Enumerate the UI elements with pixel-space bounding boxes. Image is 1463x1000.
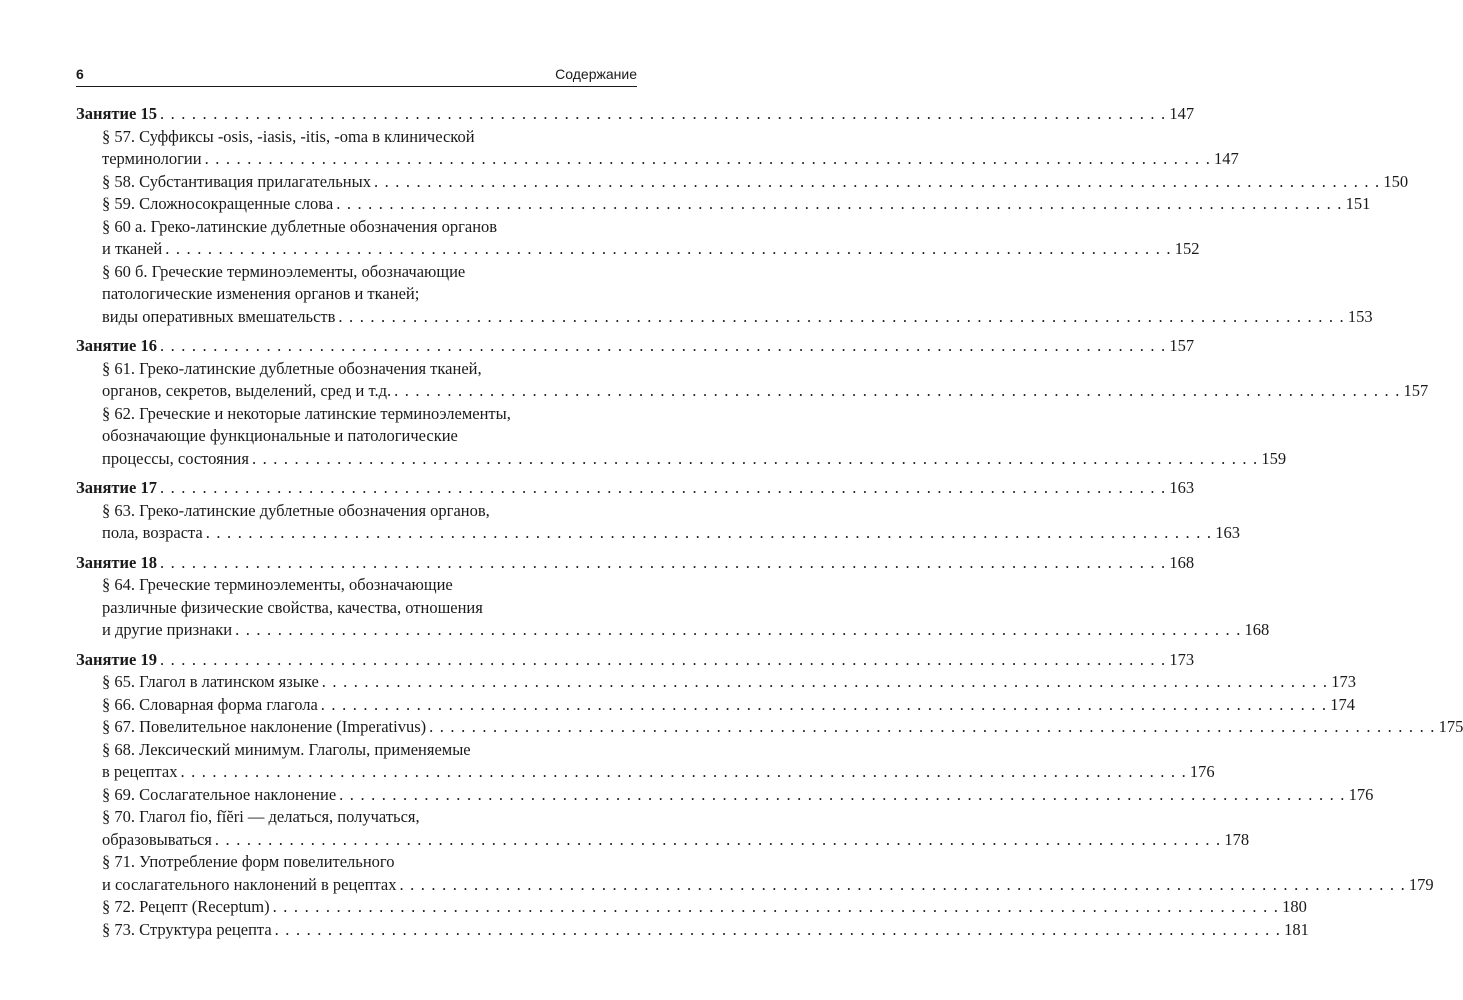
toc-entry (76, 919, 1309, 942)
toc-entry (76, 694, 1355, 717)
dot-leader: . . . . . . . . . . . . . . . . . . . . . . . . . . . . . . . . . . . . . . . . . . . . . . . . . . . . . . . . . . . . . . . . . . . . . . . . . . . . . . . . . . . . . . . . . . . . . . . (204, 149, 1212, 168)
dot-leader: . . . . . . . . . . . . . . . . . . . . . . . . . . . . . . . . . . . . . . . . . . . . . . . . . . . . . . . . . . . . . . . . . . . . . . . . . . . . . . . . . . . . . . . . . . . . . . . (165, 239, 1172, 258)
toc-entry-text: и сослагательного наклонений в рецептах (102, 874, 397, 894)
page-ref: 174 (1330, 694, 1355, 714)
dot-leader: . . . . . . . . . . . . . . . . . . . . . . . . . . . . . . . . . . . . . . . . . . . . . . . . . . . . . . . . . . . . . . . . . . . . . . . . . . . . . . . . . . . . . . . . . . . . . . . (159, 649, 1167, 669)
page-ref: 168 (1244, 620, 1270, 639)
toc-entry (76, 716, 1463, 739)
toc-entry-text: органов, секретов, выделений, сред и т.д. (102, 381, 392, 400)
page-ref: 175 (1438, 717, 1463, 736)
toc-entry-text: § 60 б. Греческие терминоэлементы, обозначающие (102, 261, 466, 281)
dot-leader: . . . . . . . . . . . . . . . . . . . . . . . . . . . . . . . . . . . . . . . . . . . . . . . . . . . . . . . . . . . . . . . . . . . . . . . . . . . . . . . . . . . . . . . . . . . . . . . (373, 171, 1381, 191)
page-ref: 152 (1174, 239, 1200, 258)
page-ref: 176 (1348, 784, 1374, 804)
toc-entry-last-line (102, 896, 1307, 919)
dot-leader: . . . . . . . . . . . . . . . . . . . . . . . . . . . . . . . . . . . . . . . . . . . . . . . . . . . . . . . . . . . . . . . . . . . . . . . . . . . . . . . . . . . . . . . . . . . . . . . (159, 552, 1167, 572)
lesson-heading-row (76, 103, 1195, 126)
page-ref: 173 (1331, 672, 1356, 691)
toc-entry-text: § 70. Глагол fio, fĭĕri — делаться, получаться, (102, 807, 420, 826)
lesson-section (76, 552, 1270, 642)
toc-entry-text: § 67. Повелительное наклонение (Imperativus) (102, 717, 427, 736)
table-of-contents (76, 103, 1463, 948)
lesson-title: Занятие 15 (76, 104, 157, 123)
page-ref: 168 (1169, 552, 1195, 572)
dot-leader: . . . . . . . . . . . . . . . . . . . . . . . . . . . . . . . . . . . . . . . . . . . . . . . . . . . . . . . . . . . . . . . . . . . . . . . . . . . . . . . . . . . . . . . . . . . . . . . (429, 717, 1436, 736)
toc-entry (76, 216, 1200, 261)
toc-entry-last-line (102, 238, 1200, 261)
lesson-section (76, 103, 1409, 328)
toc-entry (76, 126, 1239, 171)
dot-leader: . . . . . . . . . . . . . . . . . . . . . . . . . . . . . . . . . . . . . . . . . . . . . . . . . . . . . . . . . . . . . . . . . . . . . . . . . . . . . . . . . . . . . . . . . . . . . . . (214, 829, 1222, 849)
dot-leader: . . . . . . . . . . . . . . . . . . . . . . . . . . . . . . . . . . . . . . . . . . . . . . . . . . . . . . . . . . . . . . . . . . . . . . . . . . . . . . . . . . . . . . . . . . . . . . . (251, 448, 1259, 468)
toc-entry-text: § 64. Греческие терминоэлементы, обозначающие (102, 575, 453, 594)
page-ref: 181 (1284, 919, 1309, 939)
page-ref: 147 (1214, 149, 1239, 168)
page-ref: 153 (1347, 306, 1373, 326)
toc-entry-last-line (102, 784, 1374, 807)
toc-entry-text: виды оперативных вмешательств (102, 306, 336, 326)
toc-entry-text: терминологии (102, 149, 202, 168)
dot-leader: . . . . . . . . . . . . . . . . . . . . . . . . . . . . . . . . . . . . . . . . . . . . . . . . . . . . . . . . . . . . . . . . . . . . . . . . . . . . . . . . . . . . . . . . . . . . . . . (336, 194, 1343, 213)
dot-leader: . . . . . . . . . . . . . . . . . . . . . . . . . . . . . . . . . . . . . . . . . . . . . . . . . . . . . . . . . . . . . . . . . . . . . . . . . . . . . . . . . . . . . . . . . . . . . . . (321, 672, 1329, 691)
toc-entry-last-line (102, 694, 1355, 717)
toc-entry-text: обозначающие функциональные и патологические (102, 426, 458, 445)
toc-entry (76, 851, 1434, 896)
page-ref: 157 (1403, 381, 1429, 400)
lesson-title: Занятие 19 (76, 649, 157, 669)
toc-entry (76, 784, 1374, 807)
lesson-title: Занятие 16 (76, 336, 157, 355)
toc-entry-text: и тканей (102, 239, 163, 258)
toc-entry (76, 739, 1215, 784)
toc-entry-text: пола, возраста (102, 523, 203, 542)
page-number: 6 (76, 66, 84, 82)
page-ref: 150 (1383, 171, 1409, 191)
toc-entry-text: процессы, состояния (102, 448, 249, 468)
lesson-heading-row (76, 335, 1195, 358)
section-title: Содержание (555, 66, 637, 82)
toc-entry-text: § 66. Словарная форма глагола (102, 694, 318, 714)
toc-entry (76, 500, 1240, 545)
page-ref: 163 (1215, 523, 1240, 542)
toc-entry-last-line (102, 619, 1270, 642)
toc-entry-last-line (102, 448, 1287, 471)
page-ref: 180 (1282, 897, 1307, 916)
toc-entry-last-line (102, 380, 1429, 403)
toc-entry-text: патологические изменения органов и тканей; (102, 284, 420, 303)
toc-entry (76, 806, 1250, 851)
toc-entry-last-line (102, 919, 1309, 942)
toc-entry-last-line (102, 874, 1434, 897)
dot-leader: . . . . . . . . . . . . . . . . . . . . . . . . . . . . . . . . . . . . . . . . . . . . . . . . . . . . . . . . . . . . . . . . . . . . . . . . . . . . . . . . . . . . . . . . . . . . . . . (274, 919, 1282, 939)
toc-entry-text: § 71. Употребление форм повелительного (102, 852, 395, 871)
lesson-section (76, 477, 1240, 545)
dot-leader: . . . . . . . . . . . . . . . . . . . . . . . . . . . . . . . . . . . . . . . . . . . . . . . . . . . . . . . . . . . . . . . . . . . . . . . . . . . . . . . . . . . . . . . . . . . . . . . (320, 694, 1328, 714)
page-ref: 178 (1224, 829, 1250, 849)
lesson-heading-row (76, 477, 1195, 500)
toc-entry (76, 671, 1356, 694)
toc-entry-text: и другие признаки (102, 620, 233, 639)
dot-leader: . . . . . . . . . . . . . . . . . . . . . . . . . . . . . . . . . . . . . . . . . . . . . . . . . . . . . . . . . . . . . . . . . . . . . . . . . . . . . . . . . . . . . . . . . . . . . . . (180, 762, 1187, 781)
toc-entry-text: § 57. Суффиксы -osis, -iasis, -itis, -oma в клинической (102, 126, 475, 146)
dot-leader: . . . . . . . . . . . . . . . . . . . . . . . . . . . . . . . . . . . . . . . . . . . . . . . . . . . . . . . . . . . . . . . . . . . . . . . . . . . . . . . . . . . . . . . . . . . . . . . (159, 336, 1167, 355)
toc-entry-last-line (102, 193, 1371, 216)
toc-entry (76, 171, 1409, 194)
page-ref: 163 (1169, 478, 1195, 497)
dot-leader: . . . . . . . . . . . . . . . . . . . . . . . . . . . . . . . . . . . . . . . . . . . . . . . . . . . . . . . . . . . . . . . . . . . . . . . . . . . . . . . . . . . . . . . . . . . . . . . (394, 381, 1401, 400)
toc-entry (76, 193, 1371, 216)
toc-entry-text: § 69. Сослагательное наклонение (102, 784, 337, 804)
toc-entry-last-line (102, 716, 1463, 739)
toc-entry-last-line (102, 829, 1250, 852)
lesson-section (76, 335, 1429, 470)
toc-entry-text: различные физические свойства, качества, отношения (102, 597, 483, 617)
toc-entry-text: § 73. Структура рецепта (102, 919, 272, 939)
page-ref: 179 (1408, 874, 1434, 894)
toc-entry-last-line (102, 522, 1240, 545)
dot-leader: . . . . . . . . . . . . . . . . . . . . . . . . . . . . . . . . . . . . . . . . . . . . . . . . . . . . . . . . . . . . . . . . . . . . . . . . . . . . . . . . . . . . . . . . . . . . . . . (159, 478, 1167, 497)
toc-entry-text: § 59. Сложносокращенные слова (102, 194, 334, 213)
toc-entry-text: § 65. Глагол в латинском языке (102, 672, 319, 691)
toc-entry (76, 403, 1287, 471)
toc-entry-text: § 68. Лексический минимум. Глаголы, применяемые (102, 739, 471, 759)
toc-entry-text: § 72. Рецепт (Receptum) (102, 897, 270, 916)
page-ref: 173 (1169, 649, 1195, 669)
toc-entry-text: § 58. Субстантивация прилагательных (102, 171, 371, 191)
lesson-title: Занятие 17 (76, 478, 157, 497)
toc-entry-last-line (102, 761, 1215, 784)
toc-entry-text: § 62. Греческие и некоторые латинские терминоэлементы, (102, 403, 511, 423)
toc-entry (76, 358, 1429, 403)
page-ref: 147 (1169, 104, 1195, 123)
toc-entry (76, 261, 1373, 329)
toc-entry (76, 896, 1307, 919)
toc-entry-last-line (102, 148, 1239, 171)
page-ref: 157 (1169, 336, 1195, 355)
dot-leader: . . . . . . . . . . . . . . . . . . . . . . . . . . . . . . . . . . . . . . . . . . . . . . . . . . . . . . . . . . . . . . . . . . . . . . . . . . . . . . . . . . . . . . . . . . . . . . . (159, 104, 1167, 123)
lesson-heading-row (76, 649, 1195, 672)
toc-entry-text: § 63. Греко-латинские дублетные обозначения органов, (102, 500, 490, 520)
toc-entry-last-line (102, 306, 1373, 329)
toc-entry (76, 574, 1270, 642)
lesson-title: Занятие 18 (76, 552, 157, 572)
dot-leader: . . . . . . . . . . . . . . . . . . . . . . . . . . . . . . . . . . . . . . . . . . . . . . . . . . . . . . . . . . . . . . . . . . . . . . . . . . . . . . . . . . . . . . . . . . . . . . . (339, 784, 1346, 804)
dot-leader: . . . . . . . . . . . . . . . . . . . . . . . . . . . . . . . . . . . . . . . . . . . . . . . . . . . . . . . . . . . . . . . . . . . . . . . . . . . . . . . . . . . . . . . . . . . . . . . (272, 897, 1280, 916)
toc-entry-text: образовываться (102, 829, 212, 849)
dot-leader: . . . . . . . . . . . . . . . . . . . . . . . . . . . . . . . . . . . . . . . . . . . . . . . . . . . . . . . . . . . . . . . . . . . . . . . . . . . . . . . . . . . . . . . . . . . . . . . (399, 874, 1406, 894)
page-ref: 159 (1261, 448, 1287, 468)
toc-entry-text: § 60 а. Греко-латинские дублетные обозначения органов (102, 216, 498, 236)
lesson-heading-row (76, 552, 1195, 575)
toc-entry-last-line (102, 671, 1356, 694)
page-ref: 176 (1189, 762, 1215, 781)
toc-entry-text: в рецептах (102, 762, 178, 781)
running-header (76, 64, 637, 87)
dot-leader: . . . . . . . . . . . . . . . . . . . . . . . . . . . . . . . . . . . . . . . . . . . . . . . . . . . . . . . . . . . . . . . . . . . . . . . . . . . . . . . . . . . . . . . . . . . . . . . (338, 306, 1345, 326)
toc-entry-last-line (102, 171, 1409, 194)
lesson-section (76, 649, 1463, 942)
dot-leader: . . . . . . . . . . . . . . . . . . . . . . . . . . . . . . . . . . . . . . . . . . . . . . . . . . . . . . . . . . . . . . . . . . . . . . . . . . . . . . . . . . . . . . . . . . . . . . . (235, 620, 1242, 639)
page-ref: 151 (1345, 194, 1371, 213)
dot-leader: . . . . . . . . . . . . . . . . . . . . . . . . . . . . . . . . . . . . . . . . . . . . . . . . . . . . . . . . . . . . . . . . . . . . . . . . . . . . . . . . . . . . . . . . . . . . . . . (205, 523, 1213, 542)
toc-entry-text: § 61. Греко-латинские дублетные обозначения тканей, (102, 358, 482, 378)
